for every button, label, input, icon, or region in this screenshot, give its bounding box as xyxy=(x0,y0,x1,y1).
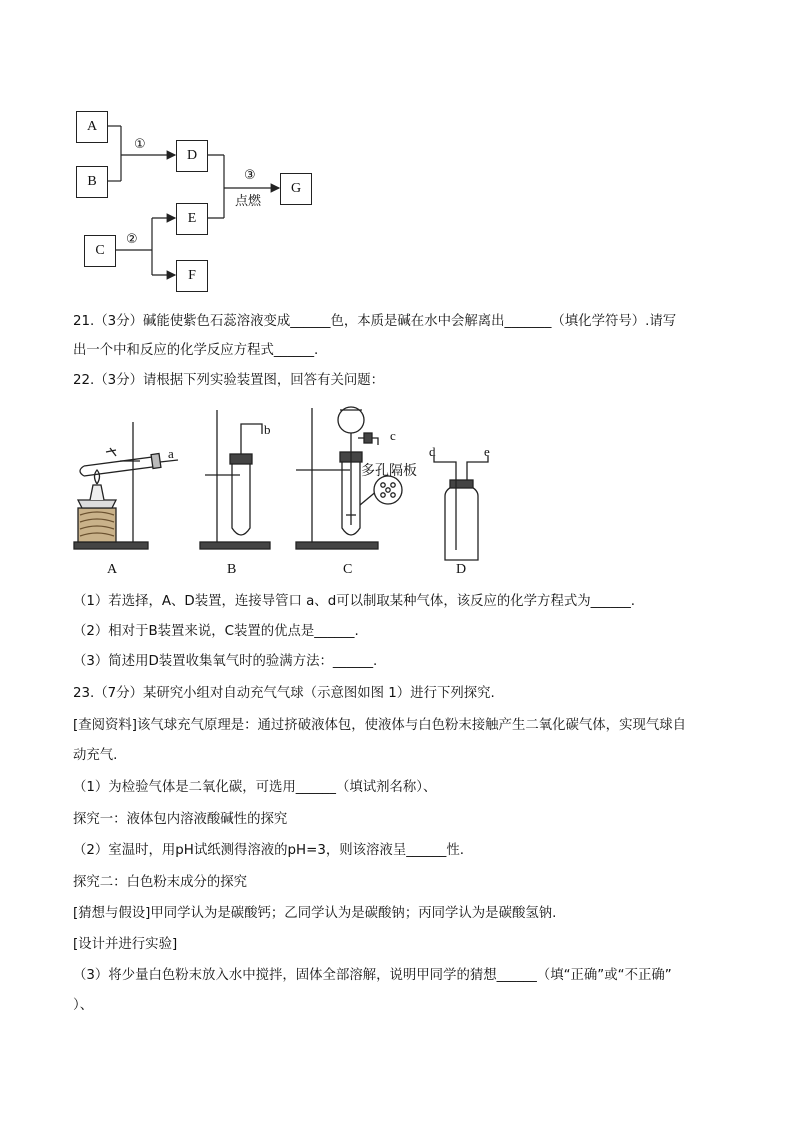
step3-label: ③ xyxy=(244,168,256,183)
flow-diagram xyxy=(0,0,794,300)
q21-line2: 出一个中和反应的化学反应方程式______. xyxy=(73,343,319,358)
port-e-label: e xyxy=(484,444,490,459)
q22-part3: （3）简述用D装置收集氧气时的验满方法：______. xyxy=(73,654,378,669)
step2-label: ② xyxy=(126,232,138,247)
apparatus-c-label: C xyxy=(343,562,353,577)
partition-label: 多孔隔板 xyxy=(361,463,417,479)
step1-label: ① xyxy=(134,137,146,152)
port-a-label: a xyxy=(168,446,174,461)
q22-part2: （2）相对于B装置来说，C装置的优点是______. xyxy=(73,624,359,639)
node-b: B xyxy=(76,166,108,198)
q23-explore2: 探究二：白色粉末成分的探究 xyxy=(73,875,248,890)
ignite-condition-label: 点燃 xyxy=(235,194,262,209)
node-d: D xyxy=(176,140,208,172)
apparatus-a-label: A xyxy=(107,562,118,577)
q23-part3-cont: ）、 xyxy=(73,998,94,1013)
q23-part2: （2）室温时，用pH试纸测得溶液的pH=3，则该溶液呈______性. xyxy=(73,843,465,858)
apparatus-d-label: D xyxy=(456,562,467,577)
q23-part1: （1）为检验气体是二氧化碳，可选用______（填试剂名称）、 xyxy=(73,780,437,795)
node-c: C xyxy=(84,235,116,267)
node-e: E xyxy=(176,203,208,235)
port-d-label: d xyxy=(429,444,436,459)
flow-diagram-lines xyxy=(0,0,794,300)
port-b-label: b xyxy=(264,422,271,437)
q23-design: [设计并进行实验] xyxy=(73,937,178,952)
node-g: G xyxy=(280,173,312,205)
apparatus-b-label: B xyxy=(227,562,237,577)
node-f: F xyxy=(176,260,208,292)
q23-info-line1: [查阅资料]该气球充气原理是：通过挤破液体包，使液体与白色粉末接触产生二氧化碳气体，实现气球自 xyxy=(73,718,687,733)
q22-title: 22.（3分）请根据下列实验装置图，回答有关问题： xyxy=(73,373,385,388)
q22-part1: （1）若选择，A、D装置，连接导管口 a、d可以制取某种气体，该反应的化学方程式为______. xyxy=(73,594,636,609)
q23-hypothesis: [猜想与假设]甲同学认为是碳酸钙；乙同学认为是碳酸钠；丙同学认为是碳酸氢钠. xyxy=(73,906,557,921)
q21-line1: 21.（3分）碱能使紫色石蕊溶液变成______色，本质是碱在水中会解离出_______（填化学符号）.请写 xyxy=(73,314,677,329)
q23-part3: （3）将少量白色粉末放入水中搅拌，固体全部溶解，说明甲同学的猜想______（填“正确”或“不正确” xyxy=(73,968,672,983)
port-c-label: c xyxy=(390,428,396,443)
q23-title: 23.（7分）某研究小组对自动充气气球（示意图如图 1）进行下列探究. xyxy=(73,686,495,701)
q23-info-line2: 动充气. xyxy=(73,748,118,763)
apparatus-drawing xyxy=(0,400,794,585)
apparatus-figure xyxy=(0,400,794,585)
node-a: A xyxy=(76,111,108,143)
q23-explore1: 探究一：液体包内溶液酸碱性的探究 xyxy=(73,812,288,827)
